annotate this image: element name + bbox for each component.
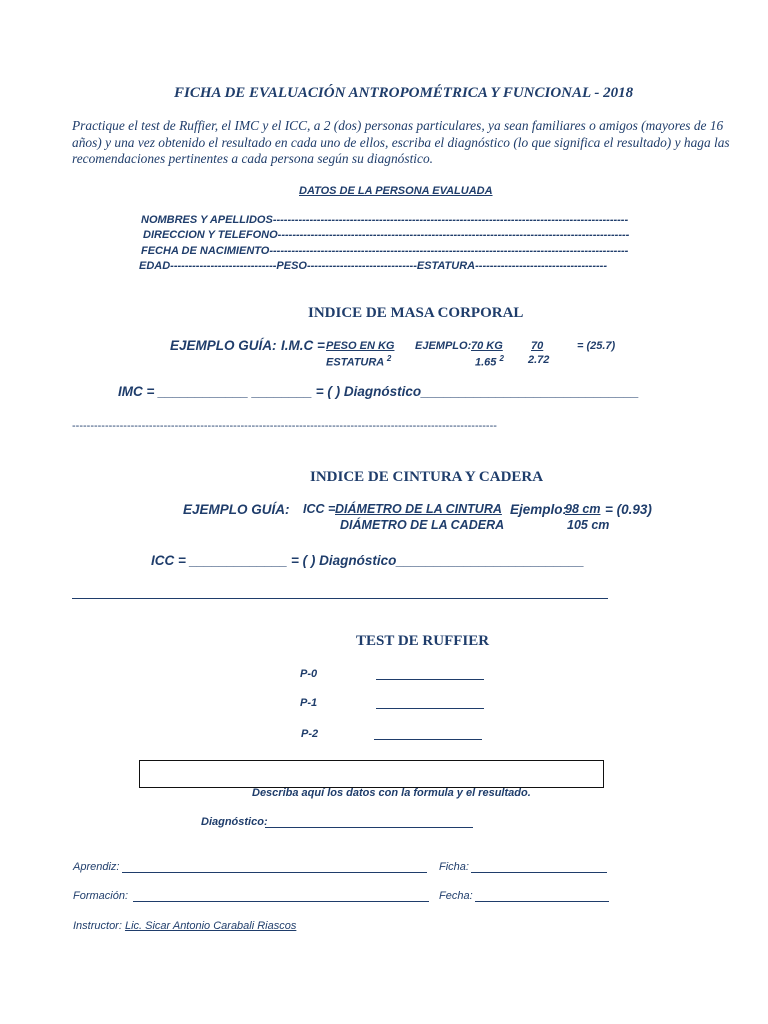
icc-separator-line bbox=[72, 598, 608, 599]
imc-numerator: PESO EN KG bbox=[326, 340, 395, 352]
fecha-label: Fecha: bbox=[439, 890, 473, 902]
p0-input-line[interactable] bbox=[376, 679, 484, 680]
icc-formula-prefix: ICC = bbox=[303, 502, 336, 516]
p2-input-line[interactable] bbox=[374, 739, 482, 740]
icc-fill-line[interactable]: ICC = _____________ = ( ) Diagnóstico_________________________ bbox=[151, 553, 585, 568]
ficha-label: Ficha: bbox=[439, 861, 469, 873]
icc-denominator: DIÁMETRO DE LA CADERA bbox=[340, 518, 505, 532]
p1-input-line[interactable] bbox=[376, 708, 484, 709]
edad-peso-estatura-field[interactable]: EDAD-----------------------------PESO------------------------------ESTATURA------------------------------------ bbox=[139, 260, 607, 272]
ruffier-box-caption: Describa aquí los datos con la formula y el resultado. bbox=[252, 787, 531, 799]
nombres-field[interactable]: NOMBRES Y APELLIDOS------------------------------------------------------------------------------------------------- bbox=[141, 214, 629, 226]
ruffier-diagnostico-label: Diagnóstico: bbox=[201, 816, 268, 828]
ficha-line[interactable] bbox=[471, 872, 607, 873]
imc-ej-den2: 2.72 bbox=[528, 354, 550, 366]
instructor-label: Instructor: Lic. Sicar Antonio Carabali Riascos bbox=[73, 920, 297, 932]
ruffier-heading: TEST DE RUFFIER bbox=[356, 633, 490, 649]
imc-ej-num: 70 KG bbox=[471, 340, 503, 352]
icc-ejemplo-label: EJEMPLO GUÍA: bbox=[183, 502, 290, 517]
icc-ej-result: = (0.93) bbox=[605, 502, 652, 517]
direccion-field[interactable]: DIRECCION Y TELEFONO------------------------------------------------------------------------------------------------ bbox=[143, 229, 630, 241]
icc-numerator: DIÁMETRO DE LA CINTURA bbox=[335, 502, 502, 516]
fecha-line[interactable] bbox=[475, 901, 609, 902]
imc-ej-num2: 70 bbox=[531, 340, 544, 352]
imc-ejemplo-word: EJEMPLO: bbox=[415, 340, 472, 352]
aprendiz-line[interactable] bbox=[122, 872, 427, 873]
imc-heading: INDICE DE MASA CORPORAL bbox=[308, 305, 524, 321]
imc-ejemplo-label: EJEMPLO GUÍA: bbox=[170, 338, 277, 353]
icc-heading: INDICE DE CINTURA Y CADERA bbox=[310, 469, 544, 485]
p1-label: P-1 bbox=[300, 697, 318, 709]
imc-ej-result: = (25.7) bbox=[577, 340, 616, 352]
imc-separator: -------------------------------------------------------------------------------------------------------------------- bbox=[72, 420, 497, 432]
imc-formula-name: I.M.C = bbox=[281, 338, 325, 353]
formacion-label: Formación: bbox=[73, 890, 129, 902]
intro-paragraph: Practique el test de Ruffier, el IMC y el ICC, a 2 (dos) personas particulares, ya sean familiares o amigos (mayores de 16 años) y una vez obtenido el resultado en cada uno de ellos, escriba el diagnóstico (lo que significa el resultado) y haga las recomendaciones pertinentes a cada persona según su diagnóstico. bbox=[72, 118, 730, 166]
aprendiz-label: Aprendiz: bbox=[73, 861, 120, 873]
ruffier-diagnostico-line[interactable] bbox=[265, 827, 473, 828]
ruffier-answer-box[interactable] bbox=[139, 760, 604, 788]
icc-ej-den: 105 cm bbox=[567, 518, 610, 532]
icc-ej-num: 98 cm bbox=[565, 502, 601, 516]
imc-denominator: ESTATURA $^2$ bbox=[326, 354, 392, 369]
datos-heading: DATOS DE LA PERSONA EVALUADA bbox=[299, 185, 493, 197]
fecha-nacimiento-field[interactable]: FECHA DE NACIMIENTO-------------------------------------------------------------------------------------------------- bbox=[141, 245, 629, 257]
imc-fill-line[interactable]: IMC = ____________ ________ = ( ) Diagnóstico_____________________________ bbox=[118, 384, 639, 399]
imc-ej-den: 1.65 $^2$ bbox=[475, 354, 504, 369]
icc-ejemplo-word: Ejemplo: bbox=[510, 502, 568, 517]
p2-label: P-2 bbox=[301, 728, 319, 740]
page-title: FICHA DE EVALUACIÓN ANTROPOMÉTRICA Y FUNCIONAL - 2018 bbox=[174, 85, 634, 101]
instructor-name: Lic. Sicar Antonio Carabali Riascos bbox=[124, 920, 297, 932]
formacion-line[interactable] bbox=[133, 901, 429, 902]
p0-label: P-0 bbox=[300, 668, 318, 680]
